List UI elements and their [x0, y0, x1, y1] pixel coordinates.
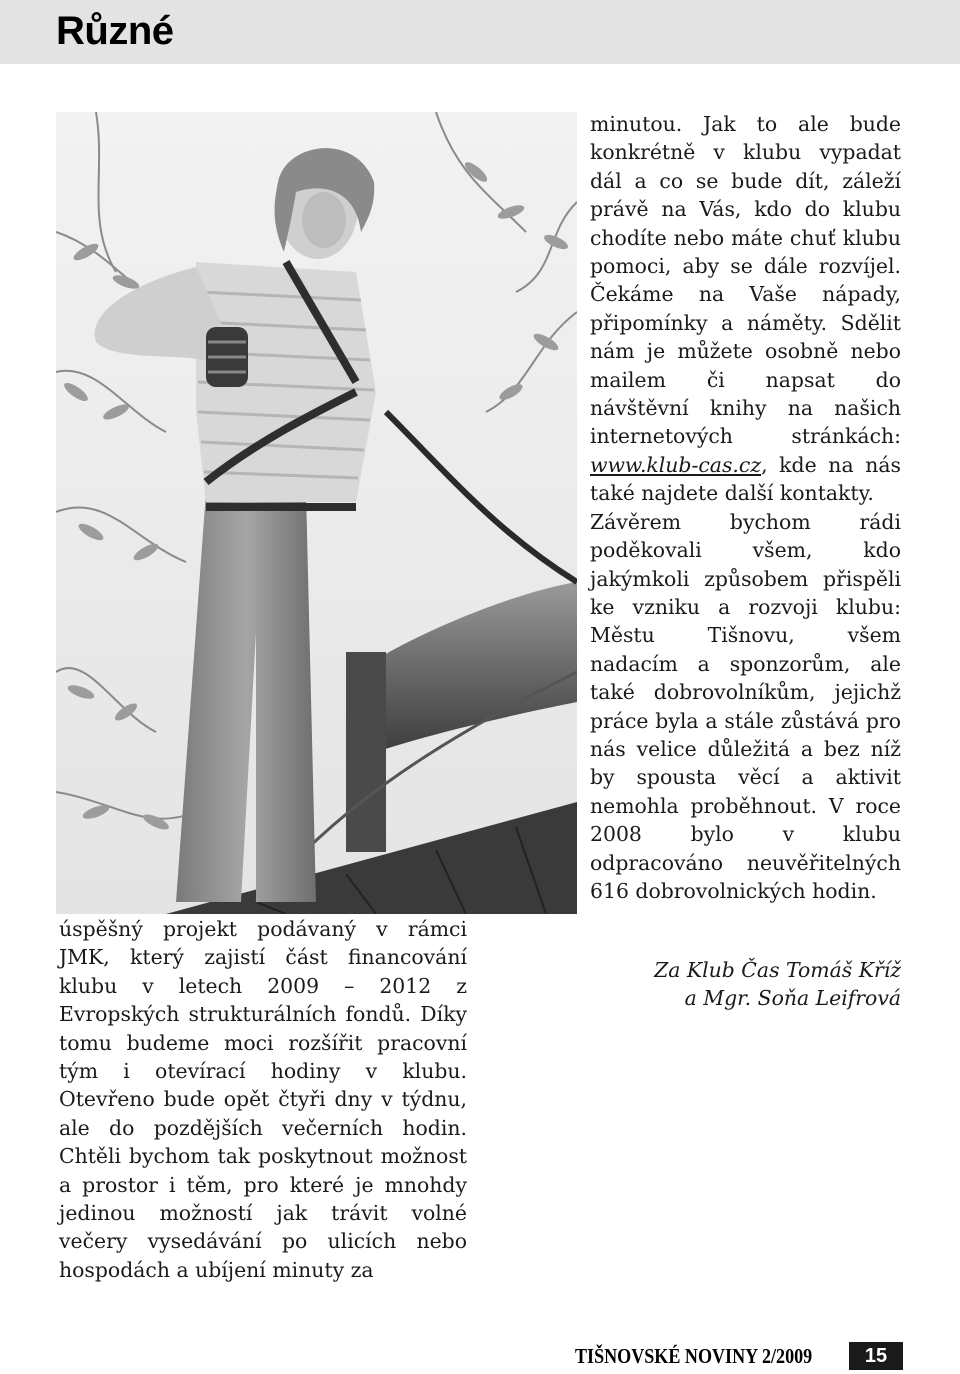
website-link[interactable]: www.klub-cas.cz: [590, 452, 762, 477]
footer-newspaper-name: TIŠNOVSKÉ NOVINY 2/2009: [575, 1344, 813, 1368]
signature-line: Za Klub Čas Tomáš Kříž: [654, 958, 901, 982]
article-signature: [590, 956, 901, 1013]
page-number: 15: [849, 1342, 903, 1370]
article-paragraph: [590, 110, 901, 508]
article-photo: [56, 112, 577, 914]
article-paragraph: úspěšný projekt podávaný v rámci JMK, který zajistí část financování klubu v letech 2009 – 2012 z Evropských strukturálních fondů. Díky tomu budeme moci rozšířit pracovní tým i otevírací hodiny v klubu. Otevřeno bude opět čtyři dny v týdnu, ale do pozdějších večerních hodin. Chtěli bychom tak poskytnout možnost a prostor i těm, pro které je mnohdy jedinou možností jak trávit volné večery vysedávání po ulicích nebo hospodách a ubíjení minuty za: [59, 917, 467, 1282]
signature-line: a Mgr. Soňa Leifrová: [684, 986, 901, 1011]
article-right-column: [590, 110, 901, 905]
section-title: Různé: [56, 9, 174, 53]
article-paragraph: Závěrem bychom rádi poděkovali všem, kdo jakýmkoli způsobem přispěli ke vzniku a rozvoji klubu: Městu Tišnovu, všem nadacím a sponzorům, ale také dobrovolníkům, jejichž práce byla a stále zůstává pro nás velice důležitá a bez níž by spousta věcí a aktivit nemohla proběhnout. V roce 2008 bylo v klubu odpracováno neuvěřitelných 616 dobrovolnických hodin.: [590, 509, 901, 903]
paragraph-text: , kde na nás také najdete další kontakty.: [590, 452, 901, 506]
paragraph-text: minutou. Jak to ale bude konkrétně v klubu vypadat dál a co se bude dít, záleží právě na Vás, kdo do klubu chodíte nebo máte chuť klubu pomoci, aby se dále rozvíjel. Čekáme na Vaše nápady, připomínky a náměty. Sdělit nám je můžete osobně nebo mailem či napsat do návštěvní knihy na našich internetových stránkách:: [590, 112, 901, 449]
article-left-column: [59, 915, 467, 1284]
